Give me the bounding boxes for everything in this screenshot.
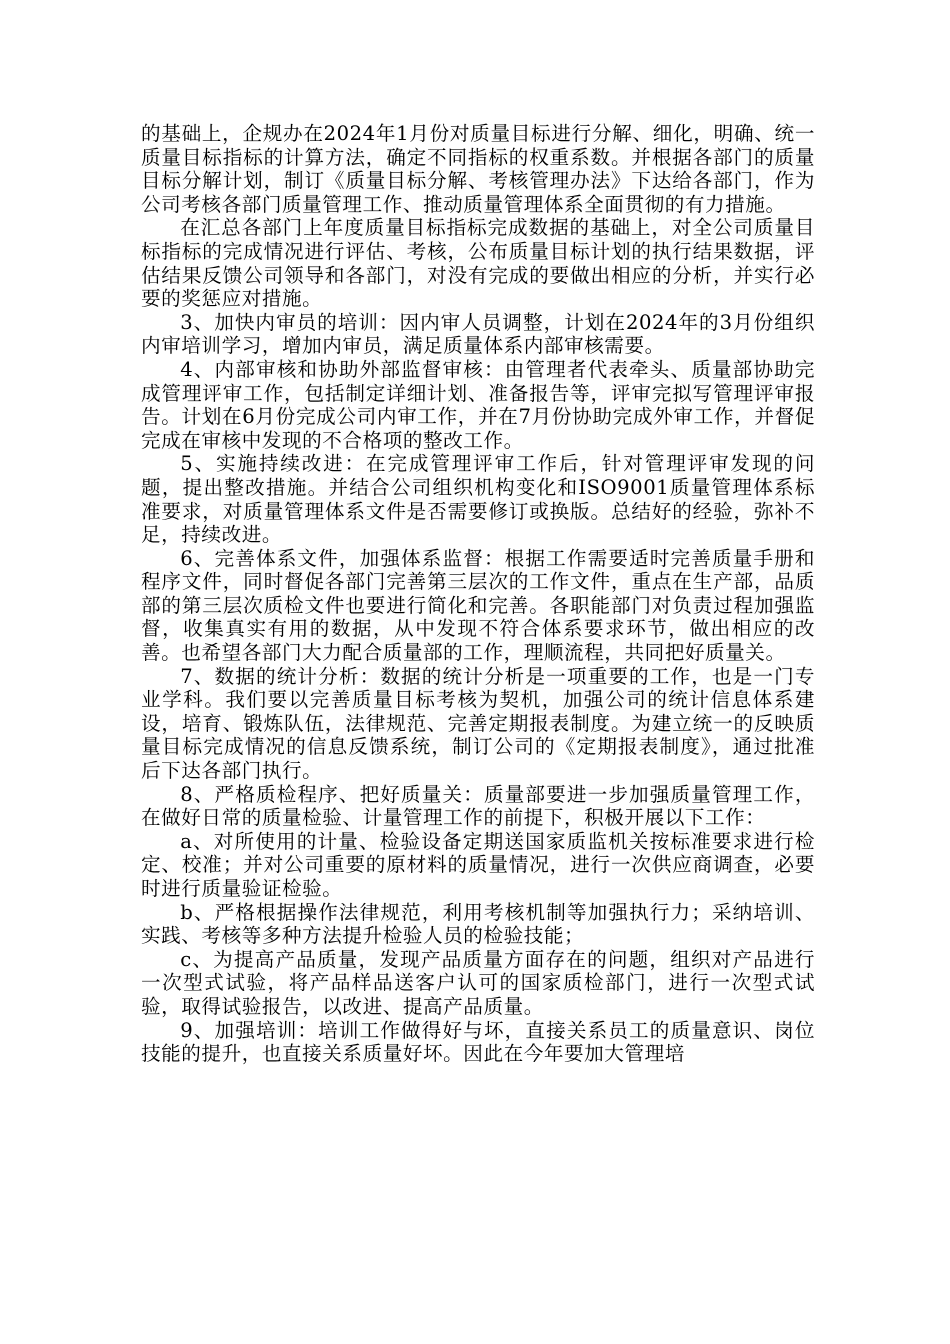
paragraph-item-6-system-documents: 6、完善体系文件，加强体系监督：根据工作需要适时完善质量手册和程序文件，同时督促各部门完善第三层次的工作文件，重点在生产部，品质部的第三层次质检文件也要进行简化和完善。各职能部门对负责过程加强监督，收集真实有用的数据，从中发现不符合体系要求环节，做出相应的改善。也希望各部门大力配合质量部的工作，理顺流程，共同把好质量关。: [141, 546, 815, 665]
paragraph-item-8-quality-inspection: 8、严格质检程序、把好质量关：质量部要进一步加强质量管理工作，在做好日常的质量检验、计量管理工作的前提下，积极开展以下工作：: [141, 782, 815, 830]
paragraph-sub-a-calibration: a、对所使用的计量、检验设备定期送国家质监机关按标准要求进行检定、校准；并对公司重要的原材料的质量情况，进行一次供应商调查，必要时进行质量验证检验。: [141, 829, 815, 900]
paragraph-sub-c-type-test: c、为提高产品质量，发现产品质量方面存在的问题，组织对产品进行一次型式试验，将产品样品送客户认可的国家质检部门，进行一次型式试验，取得试验报告，以改进、提高产品质量。: [141, 947, 815, 1018]
paragraph-item-9-training: 9、加强培训：培训工作做得好与坏，直接关系员工的质量意识、岗位技能的提升，也直接关系质量好坏。因此在今年要加大管理培: [141, 1018, 815, 1066]
paragraph-quality-target-evaluation: 在汇总各部门上年度质量目标指标完成数据的基础上，对全公司质量目标指标的完成情况进行评估、考核，公布质量目标计划的执行结果数据，评估结果反馈公司领导和各部门，对没有完成的要做出相应的分析，并实行必要的奖惩应对措施。: [141, 216, 815, 311]
paragraph-item-7-statistical-analysis: 7、数据的统计分析：数据的统计分析是一项重要的工作，也是一门专业学科。我们要以完善质量目标考核为契机，加强公司的统计信息体系建设，培育、锻炼队伍，法律规范、完善定期报表制度。为建立统一的反映质量目标完成情况的信息反馈系统，制订公司的《定期报表制度》，通过批准后下达各部门执行。: [141, 664, 815, 783]
paragraph-quality-target-breakdown: 的基础上，企规办在2024年1月份对质量目标进行分解、细化，明确、统一质量目标指标的计算方法，确定不同指标的权重系数。并根据各部门的质量目标分解计划，制订《质量目标分解、考核管理办法》下达给各部门，作为公司考核各部门质量管理工作、推动质量管理体系全面贯彻的有力措施。: [141, 122, 815, 216]
paragraph-item-3-internal-auditor-training: 3、加快内审员的培训：因内审人员调整，计划在2024年的3月份组织内审培训学习，增加内审员，满足质量体系内部审核需要。: [141, 310, 815, 358]
document-page: [141, 122, 815, 1066]
paragraph-sub-b-execution: b、严格根据操作法律规范，利用考核机制等加强执行力；采纳培训、实践、考核等多种方法提升检验人员的检验技能；: [141, 900, 815, 948]
paragraph-item-5-continuous-improvement: 5、实施持续改进：在完成管理评审工作后，针对管理评审发现的问题，提出整改措施。并结合公司组织机构变化和ISO9001质量管理体系标准要求，对质量管理体系文件是否需要修订或换版。总结好的经验，弥补不足，持续改进。: [141, 452, 815, 547]
paragraph-item-4-internal-external-audit: 4、内部审核和协助外部监督审核：由管理者代表牵头、质量部协助完成管理评审工作，包括制定详细计划、准备报告等，评审完拟写管理评审报告。计划在6月份完成公司内审工作，并在7月份协助完成外审工作，并督促完成在审核中发现的不合格项的整改工作。: [141, 357, 815, 452]
